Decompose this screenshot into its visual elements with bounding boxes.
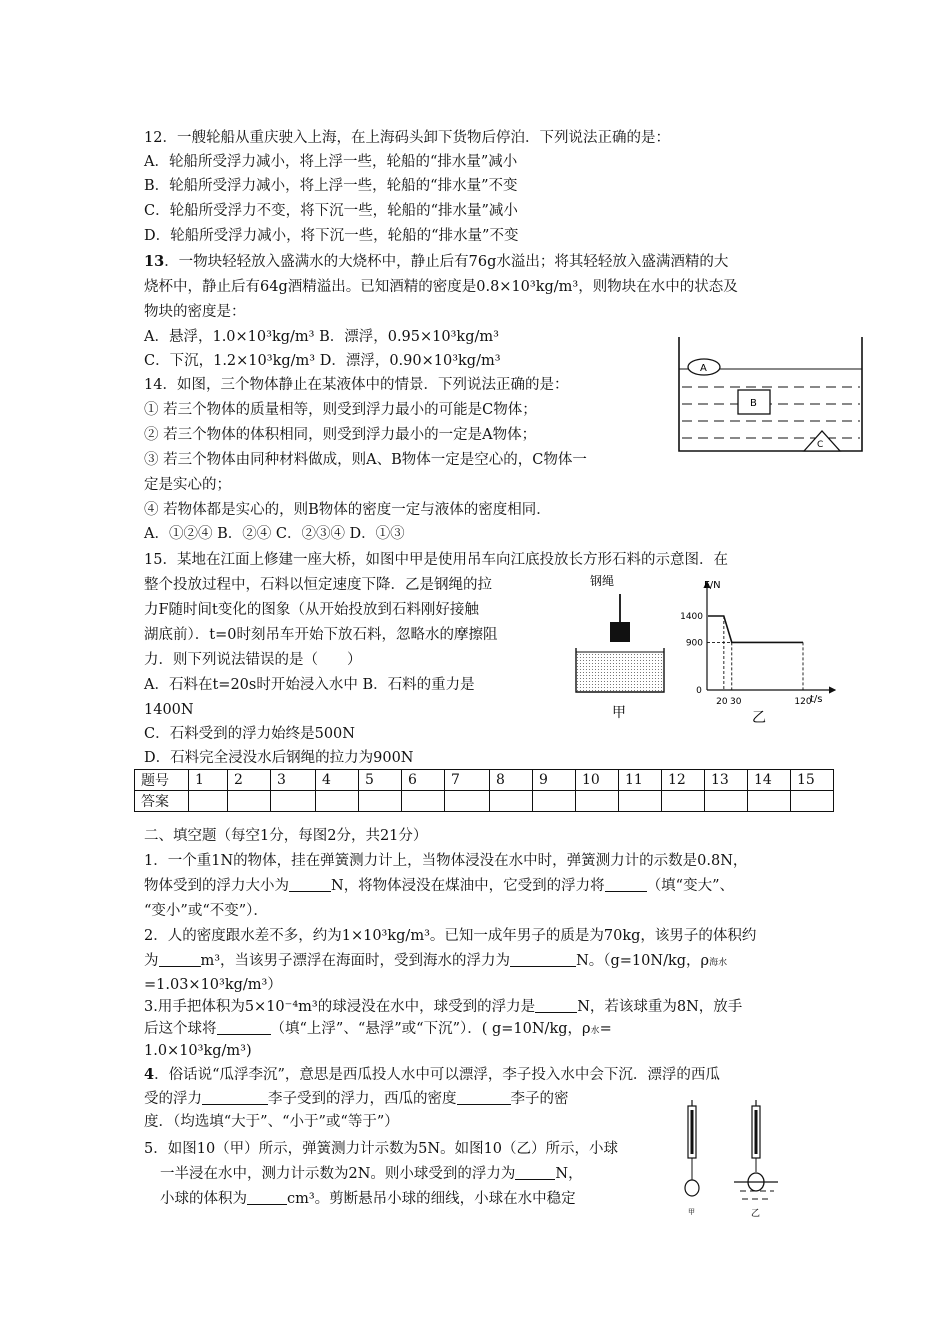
fill5-text-d: cm³。剪断悬吊小球的细线，小球在水中稳定: [287, 1191, 576, 1207]
fill4-line2: [144, 1089, 569, 1109]
q15-option-a: A．石料在t=20s时开始浸入水中 B．石料的重力是: [144, 677, 475, 693]
fill2-blank-2[interactable]: [510, 952, 576, 967]
answer-cell[interactable]: [619, 791, 662, 812]
fill2-text-c: N。（g=10N/kg，ρ: [576, 953, 710, 969]
fill3-blank-2[interactable]: [217, 1020, 271, 1035]
table-row-answers: [135, 791, 834, 812]
fill5-text-b: N，: [555, 1166, 583, 1182]
question-number-cell: 10: [576, 770, 619, 791]
q13-text1: ．一物块轻轻放入盛满水的大烧杯中，静止后有76g水溢出；将其轻轻放入盛满酒精的大: [164, 254, 729, 270]
q13-line3: 物块的密度是：: [144, 304, 246, 320]
fill4-number: 4: [144, 1066, 155, 1083]
q13-line1: [144, 252, 728, 272]
scale-yi: [734, 1100, 778, 1219]
q14-statement-3b: 定是实心的；: [144, 477, 231, 493]
q14-statement-1: ① 若三个物体的质量相等，则受到浮力最小的可能是C物体；: [144, 402, 537, 418]
fill3-line2: [144, 1019, 612, 1041]
question-number-cell: 3: [271, 770, 316, 791]
question-number-cell: 8: [490, 770, 533, 791]
fill2-subscript: 海水: [709, 958, 728, 968]
q13-options-ab: A．悬浮，1.0×10³kg/m³ B．漂浮，0.95×10³kg/m³: [144, 329, 499, 345]
fig-yi-label: 乙: [752, 710, 766, 726]
question-number-cell: 15: [791, 770, 834, 791]
answer-cell[interactable]: [748, 791, 791, 812]
figure10-spring-scales: [678, 1098, 788, 1228]
q13-number: 13: [144, 253, 165, 270]
fill5-text-c: 小球的体积为: [160, 1191, 247, 1207]
y-tick-label: 1400: [680, 612, 703, 622]
x-tick-label: 20: [716, 697, 728, 707]
q13-line2: 烧杯中，静止后有64g酒精溢出。已知酒精的密度是0.8×10³kg/m³，则物块在水中的状态及: [144, 279, 738, 295]
fill2-blank-1[interactable]: [159, 952, 201, 967]
fill1-line2: [144, 876, 734, 896]
q15-force-time-chart: [672, 574, 842, 726]
question-number-cell: 14: [748, 770, 791, 791]
fill4-text-b: 受的浮力: [144, 1091, 202, 1107]
question-number-cell: 6: [402, 770, 445, 791]
fill4-text-d: 李子的密: [510, 1091, 569, 1107]
q15-line4: 湖底前）．t=0时刻吊车开始下放石料，忽略水的摩擦阻: [144, 627, 498, 643]
q12-option-a: A．轮船所受浮力减小，将上浮一些，轮船的“排水量”减小: [144, 154, 518, 170]
fill5-text-a: 一半浸在水中，测力计示数为2N。则小球受到的浮力为: [160, 1166, 516, 1182]
fill3-line1: [144, 997, 742, 1017]
x-tick-label: 120: [794, 697, 812, 707]
fill5-line3: [160, 1189, 576, 1209]
fill3-subscript: 水: [590, 1026, 600, 1036]
question-number-cell: 4: [316, 770, 359, 791]
q14-options: A．①②④ B．②④ C．②③④ D．①③: [144, 526, 405, 542]
scale-jia: [685, 1100, 699, 1216]
fill4-blank-2[interactable]: [457, 1090, 511, 1105]
question-number-cell: 1: [189, 770, 228, 791]
fill4-blank-1[interactable]: [202, 1090, 268, 1105]
q15-option-c: C．石料受到的浮力始终是500N: [144, 726, 355, 742]
question-number-cell: 7: [445, 770, 490, 791]
x-tick-label: 30: [730, 697, 742, 707]
q15-line2: 整个投放过程中，石料以恒定速度下降．乙是钢绳的拉: [144, 577, 492, 593]
fill2-text-b: m³，当该男子漂浮在海面时，受到海水的浮力为: [200, 953, 511, 969]
q15-option-d: D．石料完全浸没水后钢绳的拉力为900N: [144, 750, 414, 766]
fill1-blank-1[interactable]: [289, 877, 331, 892]
object-b-label: B: [750, 398, 757, 409]
fill1-text-c: （填“变大”、: [646, 878, 735, 894]
stone-block: [610, 622, 630, 642]
q14-statement-2: ② 若三个物体的体积相同，则受到浮力最小的一定是A物体；: [144, 427, 537, 443]
fill1-text-b: N，将物体浸没在煤油中，它受到的浮力将: [331, 878, 605, 894]
fill1-blank-2[interactable]: [605, 877, 647, 892]
x-tick-label: 0: [696, 686, 702, 696]
fill3-text-b: N，若该球重为8N，放手: [577, 999, 743, 1015]
q12-option-b: B．轮船所受浮力减小，将上浮一些，轮船的“排水量”不变: [144, 178, 518, 194]
table-row-question-numbers: [135, 770, 834, 791]
water-region: [576, 652, 664, 692]
q15-figure-jia: [570, 572, 670, 722]
q13-options-cd: C．下沉，1.2×10³kg/m³ D．漂浮，0.90×10³kg/m³: [144, 353, 501, 369]
question-number-cell: 11: [619, 770, 662, 791]
fill3-line3: 1.0×10³kg/m³): [144, 1043, 252, 1059]
table-header-label: 题号: [135, 770, 189, 791]
q15-line3: 力F随时间t变化的图象（从开始投放到石料刚好接触: [144, 602, 479, 618]
q12-stem: 12．一艘轮船从重庆驶入上海，在上海码头卸下货物后停泊．下列说法正确的是：: [144, 130, 670, 146]
fill1-line3: “变小”或“不变”）．: [144, 903, 268, 919]
question-number-cell: 9: [533, 770, 576, 791]
q14-statement-4: ④ 若物体都是实心的，则B物体的密度一定与液体的密度相同．: [144, 502, 551, 518]
fill1-text-a: 物体受到的浮力大小为: [144, 878, 289, 894]
x-axis-label: t/s: [810, 694, 823, 705]
rope-label: 钢绳: [590, 574, 615, 588]
fill1-line1: 1．一个重1N的物体，挂在弹簧测力计上，当物体浸没在水中时，弹簧测力计的示数是0.8N，: [144, 853, 748, 869]
fill4-line1: [144, 1065, 720, 1085]
fill4-text-a: ．俗话说“瓜浮李沉”，意思是西瓜投人水中可以漂浮，李子投入水中会下沉．漂浮的西瓜: [154, 1067, 720, 1083]
question-number-cell: 5: [359, 770, 402, 791]
answer-table: [134, 769, 834, 812]
object-c-label: C: [817, 440, 824, 450]
force-series-line: [708, 616, 803, 642]
figure10-yi-label: 乙: [751, 1209, 761, 1219]
q12-option-c: C．轮船所受浮力不变，将下沉一些，轮船的“排水量”减小: [144, 203, 518, 219]
fill2-line1: 2．人的密度跟水差不多，约为1×10³kg/m³。已知一成年男子的质是为70kg，该男子的体积约: [144, 928, 757, 944]
fill5-blank-2[interactable]: [247, 1190, 287, 1205]
answer-cell[interactable]: [189, 791, 228, 812]
fill5-blank-1[interactable]: [515, 1165, 555, 1180]
fill5-line1: 5．如图10（甲）所示，弹簧测力计示数为5N。如图10（乙）所示，小球: [144, 1141, 619, 1157]
answer-cell[interactable]: [791, 791, 834, 812]
answer-cell[interactable]: [316, 791, 359, 812]
fill3-text-a: 3.用手把体积为5×10⁻⁴m³的球浸没在水中，球受到的浮力是: [144, 999, 536, 1015]
question-number-cell: 12: [662, 770, 705, 791]
answer-cell[interactable]: [402, 791, 445, 812]
q15-option-a-cont: 1400N: [144, 702, 194, 718]
question-number-cell: 13: [705, 770, 748, 791]
fill2-line3: =1.03×10³kg/m³）: [144, 977, 282, 993]
fill3-blank-1[interactable]: [535, 998, 577, 1013]
answer-cell[interactable]: [445, 791, 490, 812]
q12-option-d: D．轮船所受浮力减小，将下沉一些，轮船的“排水量”不变: [144, 228, 519, 244]
q15-line1: 15．某地在江面上修建一座大桥，如图中甲是使用吊车向江底投放长方形石料的示意图．在: [144, 552, 728, 568]
fill3-text-d: （填“上浮”、“悬浮”或“下沉”）．( g=10N/kg，ρ: [270, 1021, 591, 1037]
answer-cell[interactable]: [576, 791, 619, 812]
object-a-label: A: [700, 363, 707, 374]
answer-cell[interactable]: [533, 791, 576, 812]
answer-cell[interactable]: [705, 791, 748, 812]
figure10-jia-label: 甲: [688, 1208, 695, 1216]
answer-cell[interactable]: [228, 791, 271, 812]
answer-cell[interactable]: [490, 791, 533, 812]
q14-statement-3a: ③ 若三个物体由同种材料做成，则A、B物体一定是空心的，C物体一: [144, 452, 587, 468]
answer-cell[interactable]: [359, 791, 402, 812]
fill3-text-c: 后这个球将: [144, 1021, 217, 1037]
fill3-text-e: =: [599, 1021, 612, 1037]
fill2-line2: [144, 951, 727, 973]
q15-line5: 力．则下列说法错误的是（ ）: [144, 652, 362, 668]
q14-container-figure: [676, 335, 866, 455]
fig-jia-label: 甲: [612, 705, 626, 721]
y-axis-label: F/N: [704, 580, 721, 591]
q14-stem: 14．如图，三个物体静止在某液体中的情景．下列说法正确的是：: [144, 377, 569, 393]
answer-cell[interactable]: [271, 791, 316, 812]
fill2-text-a: 为: [144, 953, 159, 969]
answer-row-label: 答案: [135, 791, 189, 812]
answer-cell[interactable]: [662, 791, 705, 812]
section2-heading: 二、填空题（每空1分，每图2分，共21分）: [144, 828, 428, 844]
y-tick-label: 900: [685, 638, 703, 649]
question-number-cell: 2: [228, 770, 271, 791]
fill5-line2: [160, 1164, 583, 1184]
fill4-text-c: 李子受到的浮力，西瓜的密度: [268, 1091, 457, 1107]
fill4-line3: 度．（均选填“大于”、“小于”或“等于”）: [144, 1114, 399, 1130]
